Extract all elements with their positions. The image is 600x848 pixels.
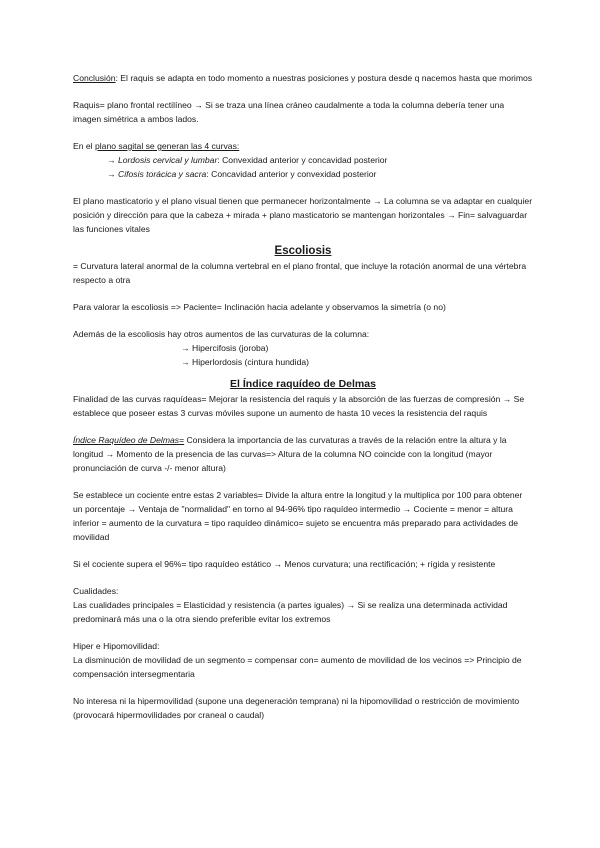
curvas-intro-prefix: En el xyxy=(73,141,95,151)
curva-arrow: → xyxy=(107,169,118,179)
conclusion-text: : El raquis se adapta en todo momento a nuestras posiciones y postura desde q nacemos hasta que morimos xyxy=(115,73,533,83)
movilidad-text: La disminución de movilidad de un segmento = compensar con= aumento de movilidad de los vecinos => Principio de compensación intersegmentaria xyxy=(73,655,522,679)
delmas-indice-text: Considera la importancia de las curvaturas a través de la relación entre la altura y la longitud → Momento de la presencia de las curvas=> Altura de la columna NO coincide con la longitud (mayor pronunciación de curva -/- menor altura) xyxy=(73,435,507,473)
delmas-cociente: Se establece un cociente entre estas 2 variables= Divide la altura entre la longitud y la multiplica por 100 para obtener un porcentaje → Ventaja de "normalidad" en torno al 94-96% tipo raquídeo intermedio → Cociente = menor = altura inferior = aumento de la curvatura = tipo raquídeo dinámico= sujeto se encuentra más preparado para actividades de movilidad xyxy=(73,490,523,542)
conclusion-label: Conclusión xyxy=(73,73,116,83)
cualidades-title: Cualidades: xyxy=(73,586,119,596)
curva-name-lordosis: Lordosis cervical y lumbar xyxy=(117,155,218,165)
curvas-intro-underlined: plano sagital se generan las 4 curvas: xyxy=(94,141,240,151)
curva-desc-cifosis: : Concavidad anterior y convexidad posterior xyxy=(206,169,377,179)
curva-desc-lordosis: : Convexidad anterior y concavidad posterior xyxy=(217,155,388,165)
plano-masticatorio-paragraph: El plano masticatorio y el plano visual tienen que permanecer horizontalmente → La columna se va adaptar en cualquier posición y dirección para que la cabeza + mirada + plano masticatorio se mantengan horizontales → Fin= salvaguardar las funciones vitales xyxy=(73,196,533,234)
escoliosis-item-hipercifosis: → Hipercifosis (joroba) xyxy=(181,343,269,353)
curvas-intro xyxy=(73,139,533,153)
escoliosis-item-hiperlordosis: → Hiperlordosis (cintura hundida) xyxy=(181,357,310,367)
delmas-supera: Si el cociente supera el 96%= tipo raquídeo estático → Menos curvatura; una rectificación; + rígida y resistente xyxy=(73,559,496,569)
conclusion-paragraph xyxy=(73,71,533,85)
delmas-finalidad: Finalidad de las curvas raquídeas= Mejorar la resistencia del raquis y la absorción de las fuerzas de compresión → Se establece que poseer estas 3 curvas móviles supone un aumento de hasta 10 veces la resistencia del raquis xyxy=(73,394,525,418)
raquis-paragraph: Raquis= plano frontal rectilíneo → Si se traza una línea cráneo caudalmente a toda la columna debería tener una imagen simétrica a ambos lados. xyxy=(73,100,505,124)
escoliosis-ademas: Además de la escoliosis hay otros aumentos de las curvaturas de la columna: xyxy=(73,329,370,339)
curva-name-cifosis: Cifosis torácica y sacra xyxy=(117,169,207,179)
cualidades-text: Las cualidades principales = Elasticidad y resistencia (a partes iguales) → Si se realiza una determinada actividad predominará más una o la otra siendo preferible evitar los extremos xyxy=(73,600,508,624)
movilidad-interesa: No interesa ni la hipermovilidad (supone una degeneración temprana) ni la hipomovilidad o restricción de movimiento (provocará hipermovilidades por craneal o caudal) xyxy=(73,696,520,720)
curva-item-cifosis xyxy=(73,167,533,181)
document-page xyxy=(73,71,533,722)
delmas-indice-label: Índice Raquídeo de Delmas= xyxy=(73,435,185,445)
escoliosis-valorar: Para valorar la escoliosis => Paciente= Inclinación hacia adelante y observamos la simetría (o no) xyxy=(73,302,446,312)
escoliosis-definition: = Curvatura lateral anormal de la columna vertebral en el plano frontal, que incluye la rotación anormal de una vértebra respecto a otra xyxy=(73,261,527,285)
escoliosis-heading: Escoliosis xyxy=(274,245,332,257)
curva-arrow: → xyxy=(107,155,118,165)
delmas-indice-paragraph xyxy=(73,433,533,475)
movilidad-title: Hiper e Hipomovilidad: xyxy=(73,641,160,651)
delmas-heading: El Índice raquídeo de Delmas xyxy=(230,378,376,390)
curva-item-lordosis xyxy=(73,153,533,167)
